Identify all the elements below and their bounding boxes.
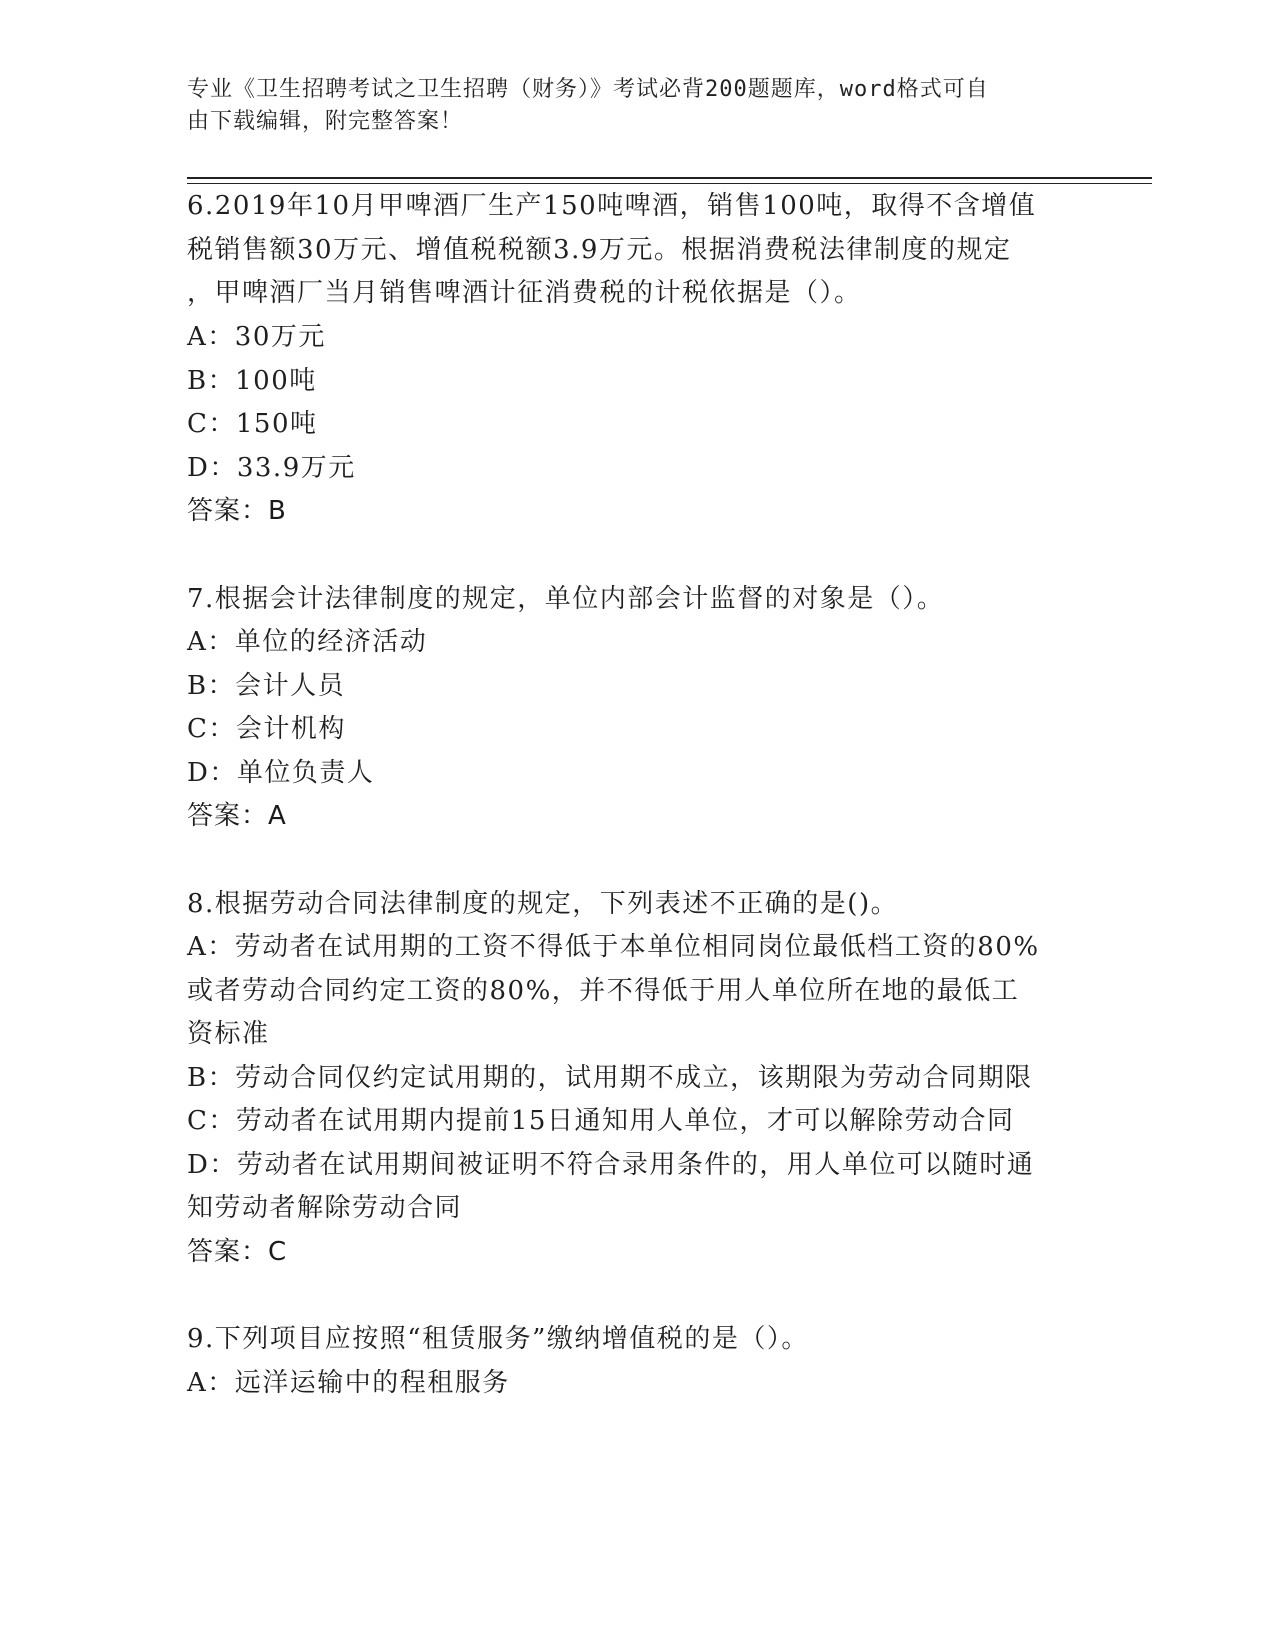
option-d: D：单位负责人: [187, 758, 375, 788]
header-line-1: 专业《卫生招聘考试之卫生招聘（财务）》考试必背200题题库，word格式可自: [187, 77, 989, 102]
option-d: D：劳动者在试用期间被证明不符合录用条件的，用人单位可以随时通: [187, 1150, 1035, 1180]
answer-label: 答案：B: [187, 496, 287, 526]
question-text-line: ，甲啤酒厂当月销售啤酒计征消费税的计税依据是（）。: [187, 278, 862, 308]
option-a-continued: 资标准: [187, 1019, 270, 1049]
answer-label: 答案：A: [187, 801, 287, 831]
question-text-line: 税销售额30万元、增值税税额3.9万元。根据消费税法律制度的规定: [187, 235, 1012, 265]
option-a: A：30万元: [187, 322, 326, 352]
question-text-line: 8.根据劳动合同法律制度的规定，下列表述不正确的是()。: [187, 889, 899, 919]
answer-label: 答案：C: [187, 1237, 288, 1267]
option-d-continued: 知劳动者解除劳动合同: [187, 1193, 463, 1223]
header-divider-thin: [187, 183, 1152, 184]
option-d: D：33.9万元: [187, 453, 356, 483]
question-text-line: 6.2019年10月甲啤酒厂生产150吨啤酒，销售100吨，取得不含增值: [187, 191, 1037, 221]
header-line-2: 由下载编辑，附完整答案！: [187, 109, 464, 134]
option-c: C：劳动者在试用期内提前15日通知用人单位，才可以解除劳动合同: [187, 1106, 1015, 1136]
option-a: A：劳动者在试用期的工资不得低于本单位相同岗位最低档工资的80%: [187, 932, 1040, 962]
option-b: B：100吨: [187, 366, 317, 396]
option-c: C：会计机构: [187, 714, 346, 744]
question-text-line: 7.根据会计法律制度的规定，单位内部会计监督的对象是（）。: [187, 584, 945, 614]
option-a: A：单位的经济活动: [187, 627, 428, 657]
document-header: [187, 74, 1067, 138]
document-page: [187, 0, 1157, 1650]
option-b: B：会计人员: [187, 671, 346, 701]
option-b: B：劳动合同仅约定试用期的，试用期不成立，该期限为劳动合同期限: [187, 1063, 1033, 1093]
question-text-line: 9.下列项目应按照“租赁服务”缴纳增值税的是（）。: [187, 1324, 809, 1354]
option-a: A：远洋运输中的程租服务: [187, 1368, 510, 1398]
option-c: C：150吨: [187, 409, 318, 439]
option-a-continued: 或者劳动合同约定工资的80%，并不得低于用人单位所在地的最低工: [187, 976, 1020, 1006]
header-divider-thick: [187, 177, 1152, 179]
